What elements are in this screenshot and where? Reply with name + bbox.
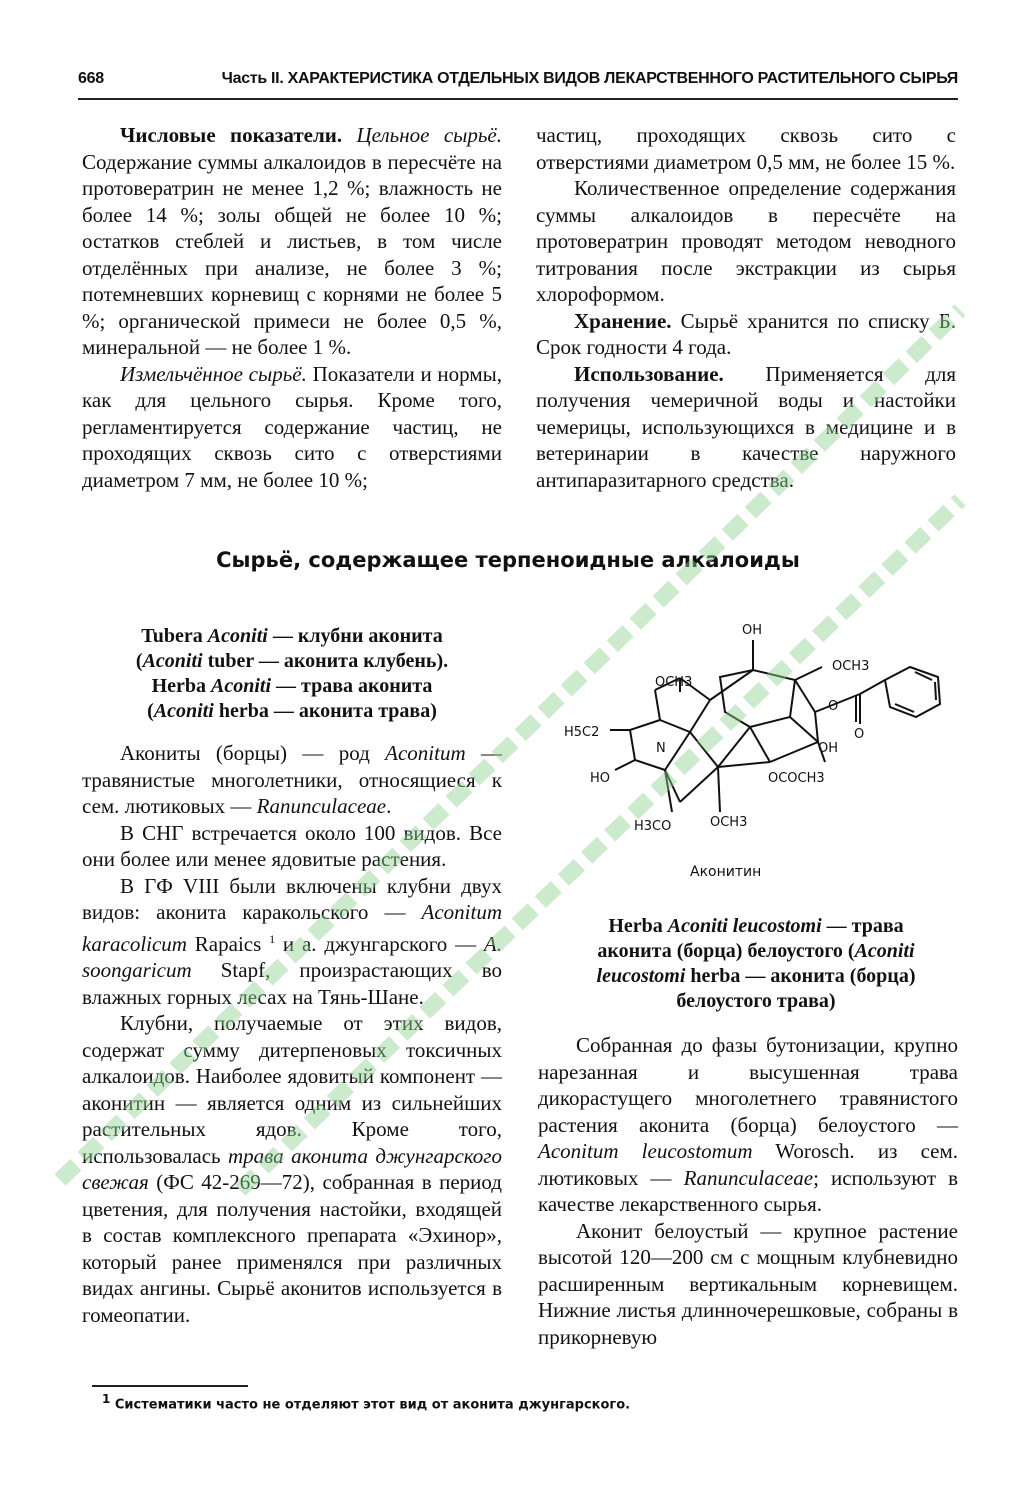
footnote-rule [92,1385,248,1387]
right-column-body [538,1032,958,1350]
paragraph-cis-species: В СНГ встречается около 100 видов. Все они более или менее ядовитые растения. [82,820,502,871]
label-o-ester: O [828,699,839,714]
label-oh-top: OH [742,623,763,638]
paragraph-numeric-indices: Числовые показатели. Цельное сырьё. Содержание суммы алкалоидов в пересчёте на протовератрин не менее 1,2 %; влажность не более 14 %; золы общей не более 10 %; остатков стеблей и листьев, в том числе отделённых при анализе, не более 3 %; потемневших корневищ с корнями не более 5 %; органической примеси не более 0,5 %, минеральной — не более 1 %. [82,123,503,359]
footnote-text: Систематики часто не отделяют этот вид от аконита джунгарского. [114,1397,631,1413]
label-ococh3: OCOCH3 [768,771,825,786]
paragraph-tubers: Клубни, получаемые от этих видов, содержат сумму дитерпеновых токсичных алкалоидов. Наиболее ядовитый компонент — аконитин — является одним из сильнейших растительных ядов. Кроме того, использовалась трава аконита джунгарского свежая (ФС 42-269—72), собранная в период цветения, для получения настойки, входящей в состав комплексного препарата «Эхинор», который ранее применялся при различных видах ангины. Сырьё аконитов используется в гомеопатии. [82,1011,502,1327]
paragraph-storage: Хранение. Сырьё хранится по списку Б. Срок годности 4 года. [536,308,956,359]
label-oh-mid: OH [818,741,839,756]
paragraph-collected-herb: Собранная до фазы бутонизации, крупно нарезанная и высушенная трава дикорастущего многолетнего травянистого растения аконита (борца) белоустого — Aconitum leucostomum Worosch. из сем. лютиковых — Ranunculaceae; используют в качестве лекарственного сырья. [538,1033,959,1216]
header-rule [78,98,958,100]
left-subheading: Tubera Aconiti — клубни аконита (Aconiti tuber — аконита клубень). Herba Aconiti — трава аконита (Aconiti herba — аконита трава) [135,625,449,722]
paragraph-quantification: Количественное определение содержания суммы алкалоидов в пересчёте на протовератрин проводят методом неводного титрования после экстракции из сырья хлороформом. [536,176,956,306]
left-column-top [82,122,502,493]
label-och3-left: OCH3 [655,675,693,690]
left-column-body [82,740,502,1328]
footnote-ref: 1 [269,931,276,946]
right-column-top [536,122,956,493]
label-h3co: H3CO [634,819,672,834]
section-title: Сырьё, содержащее терпеноидные алкалоиды [216,548,800,572]
running-title: Часть II. ХАРАКТЕРИСТИКА ОТДЕЛЬНЫХ ВИДОВ ЛЕКАРСТВЕННОГО РАСТИТЕЛЬНОГО СЫРЬЯ [221,70,958,87]
label-h5c2: H5C2 [564,725,600,740]
label-och3-bottom: OCH3 [710,815,748,830]
paragraph-crushed-material: Измельчённое сырьё. Показатели и нормы, как для цельного сырья. Кроме того, регламентируется содержание частиц, не проходящих сквозь сито с отверстиями диаметром 7 мм, не более 10 %; [82,361,502,492]
aconitine-structure-diagram [560,612,960,852]
footnote-mark: 1 [102,1392,111,1406]
page-number: 668 [78,70,104,87]
structure-caption: Аконитин [690,864,762,880]
label-o-carbonyl: O [854,727,865,742]
label-n: N [656,741,666,756]
running-header [78,70,958,94]
paragraph-gf-viii: В ГФ VIII были включены клубни двух видов: аконита каракольского — Aconitum karacolicum Rapaics $^1$ и а. джунгарского — A. soongaricum Stapf, произрастающих во влажных горных лесах на Тянь-Шане. [82,873,502,1009]
paragraph-usage: Использование. Применяется для получения чемеричной воды и настойки чемерицы, использующихся в медицине и в ветеринарии в качестве наружного антипаразитарного средства. [536,361,956,492]
label-ho: HO [590,771,611,786]
paragraph-plant-description: Аконит белоустый — крупное растение высотой 120—200 см с мощным клубневидно расширенным вертикальным корневищем. Нижние листья длинночерешковые, собраны в прикорневую [538,1218,958,1349]
paragraph-aconites-genus: Акониты (борцы) — род Aconitum — травянистые многолетники, относящиеся к сем. лютиковых — Ranunculaceae. [82,741,502,818]
right-subheading: Herba Aconiti leucostomi — трава аконита (борца) белоустого (Aconiti leucostomi herba — аконита (борца) белоустого трава) [596,915,916,1012]
footnote [102,1392,630,1412]
paragraph-particles: частиц, проходящих сквозь сито с отверстиями диаметром 0,5 мм, не более 15 %. [536,123,956,174]
label-och3-right: OCH3 [832,659,870,674]
